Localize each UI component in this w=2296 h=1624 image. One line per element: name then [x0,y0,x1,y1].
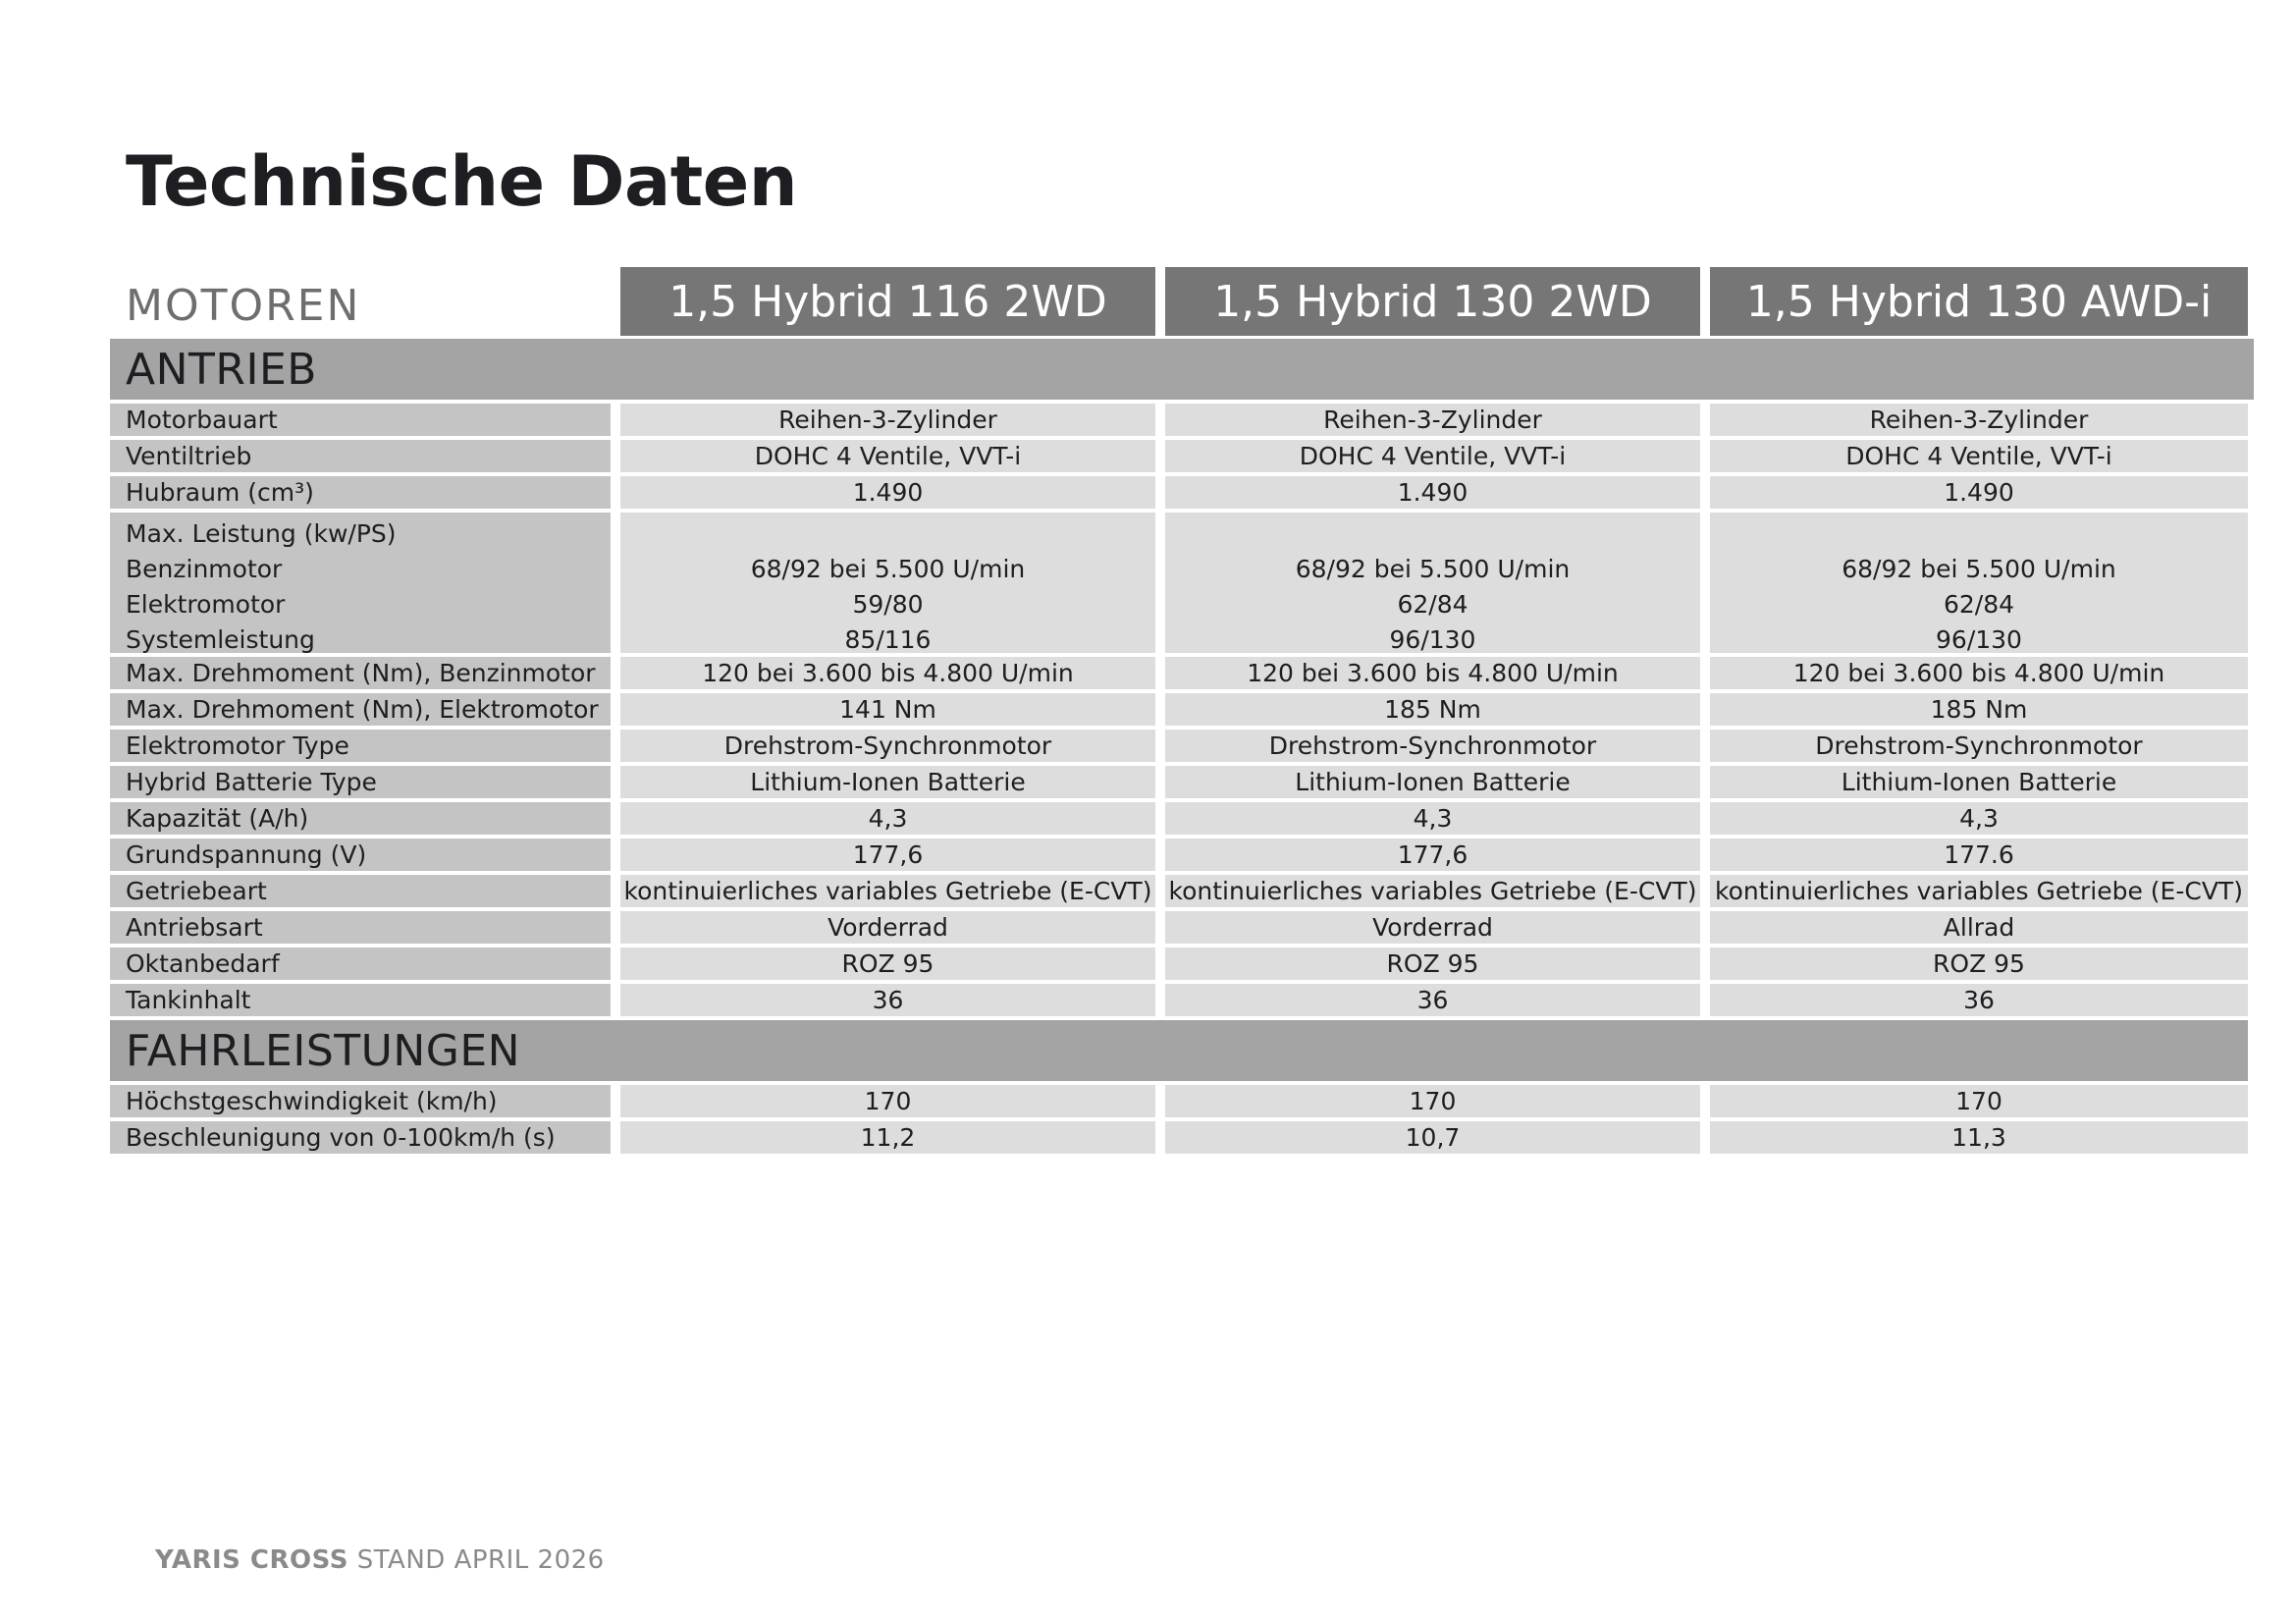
row-sublabel: Benzinmotor [126,555,283,583]
row-value: Lithium-Ionen Batterie [1710,766,2248,798]
model-header: 1,5 Hybrid 130 2WD [1165,267,1700,336]
row-subvalue: 62/84 [1397,590,1468,619]
row-value: 177,6 [620,839,1155,871]
row-value: Vorderrad [620,911,1155,944]
row-value [620,513,1155,653]
table-row [110,947,2254,980]
row-label: Max. Drehmoment (Nm), Elektromotor [110,693,611,726]
model-header: 1,5 Hybrid 116 2WD [620,267,1155,336]
row-value: 1.490 [1710,476,2248,509]
spec-table [110,267,2254,1154]
table-row [110,476,2254,509]
table-row [110,730,2254,762]
row-value [1165,513,1700,653]
row-value: 10,7 [1165,1121,1700,1154]
row-subvalue: 96/130 [1389,625,1476,654]
row-value: 4,3 [1710,802,2248,835]
row-value: Drehstrom-Synchronmotor [620,730,1155,762]
row-value: 170 [1710,1085,2248,1117]
row-label [110,513,611,653]
model-header: 1,5 Hybrid 130 AWD-i [1710,267,2248,336]
row-value: 170 [620,1085,1155,1117]
table-header-row [110,267,2254,336]
table-row [110,404,2254,436]
row-value: kontinuierliches variables Getriebe (E-CVT) [620,875,1155,907]
row-value: Vorderrad [1165,911,1700,944]
group-header-fahrleistungen: FAHRLEISTUNGEN [110,1020,2248,1081]
table-row [110,440,2254,472]
row-value: 120 bei 3.600 bis 4.800 U/min [1165,657,1700,689]
row-value: DOHC 4 Ventile, VVT-i [620,440,1155,472]
table-row [110,1121,2254,1154]
table-row [110,802,2254,835]
row-value: DOHC 4 Ventile, VVT-i [1710,440,2248,472]
row-label: Hubraum (cm³) [110,476,611,509]
row-value: 36 [620,984,1155,1016]
row-value: 4,3 [1165,802,1700,835]
row-subvalue: 68/92 bei 5.500 U/min [1295,555,1571,583]
row-value: 177.6 [1710,839,2248,871]
row-label-header: Max. Leistung (kw/PS) [126,519,397,548]
row-value: ROZ 95 [620,947,1155,980]
page-title: Technische Daten [126,141,798,222]
row-value: Reihen-3-Zylinder [1710,404,2248,436]
row-label: Höchstgeschwindigkeit (km/h) [110,1085,611,1117]
row-value: Lithium-Ionen Batterie [620,766,1155,798]
row-value: 36 [1165,984,1700,1016]
group-header-antrieb: ANTRIEB [110,339,2254,400]
row-value: Lithium-Ionen Batterie [1165,766,1700,798]
row-value: 4,3 [620,802,1155,835]
row-subvalue: 96/130 [1936,625,2022,654]
row-value: Allrad [1710,911,2248,944]
row-subvalue: 68/92 bei 5.500 U/min [1842,555,2116,583]
row-label: Oktanbedarf [110,947,611,980]
section-label: MOTOREN [126,281,361,331]
table-row [110,839,2254,871]
table-row [110,911,2254,944]
table-row [110,766,2254,798]
row-value: 1.490 [1165,476,1700,509]
table-row [110,693,2254,726]
row-value: 185 Nm [1710,693,2248,726]
table-row [110,657,2254,689]
row-value: kontinuierliches variables Getriebe (E-CVT) [1710,875,2248,907]
row-label: Getriebeart [110,875,611,907]
row-subvalue: 62/84 [1943,590,2015,619]
table-row [110,875,2254,907]
row-label: Motorbauart [110,404,611,436]
footer-brand: YARIS CROSS [155,1545,348,1575]
row-sublabel: Elektromotor [126,590,286,619]
row-value: 1.490 [620,476,1155,509]
footer-stand: STAND APRIL 2026 [356,1545,605,1575]
row-label: Beschleunigung von 0-100km/h (s) [110,1121,611,1154]
row-value: 177,6 [1165,839,1700,871]
row-value: Reihen-3-Zylinder [1165,404,1700,436]
row-subvalue: 68/92 bei 5.500 U/min [750,555,1026,583]
table-row [110,1085,2254,1117]
row-value: 120 bei 3.600 bis 4.800 U/min [1710,657,2248,689]
row-label: Antriebsart [110,911,611,944]
row-label: Tankinhalt [110,984,611,1016]
row-label: Hybrid Batterie Type [110,766,611,798]
row-value: 185 Nm [1165,693,1700,726]
row-sublabel: Systemleistung [126,625,315,654]
row-value: ROZ 95 [1165,947,1700,980]
row-label: Elektromotor Type [110,730,611,762]
row-value: Drehstrom-Synchronmotor [1710,730,2248,762]
row-value: 120 bei 3.600 bis 4.800 U/min [620,657,1155,689]
row-label: Max. Drehmoment (Nm), Benzinmotor [110,657,611,689]
row-subvalue: 59/80 [852,590,924,619]
table-row-leistung [110,513,2254,653]
row-value [1710,513,2248,653]
row-value: 141 Nm [620,693,1155,726]
row-value: 11,2 [620,1121,1155,1154]
row-value: Reihen-3-Zylinder [620,404,1155,436]
footer [155,1545,605,1575]
row-subvalue: 85/116 [844,625,932,654]
row-value: 36 [1710,984,2248,1016]
table-row [110,984,2254,1016]
row-value: 11,3 [1710,1121,2248,1154]
row-value: DOHC 4 Ventile, VVT-i [1165,440,1700,472]
row-label: Ventiltrieb [110,440,611,472]
row-label: Grundspannung (V) [110,839,611,871]
row-value: ROZ 95 [1710,947,2248,980]
row-value: kontinuierliches variables Getriebe (E-CVT) [1165,875,1700,907]
row-value: Drehstrom-Synchronmotor [1165,730,1700,762]
row-label: Kapazität (A/h) [110,802,611,835]
row-value: 170 [1165,1085,1700,1117]
